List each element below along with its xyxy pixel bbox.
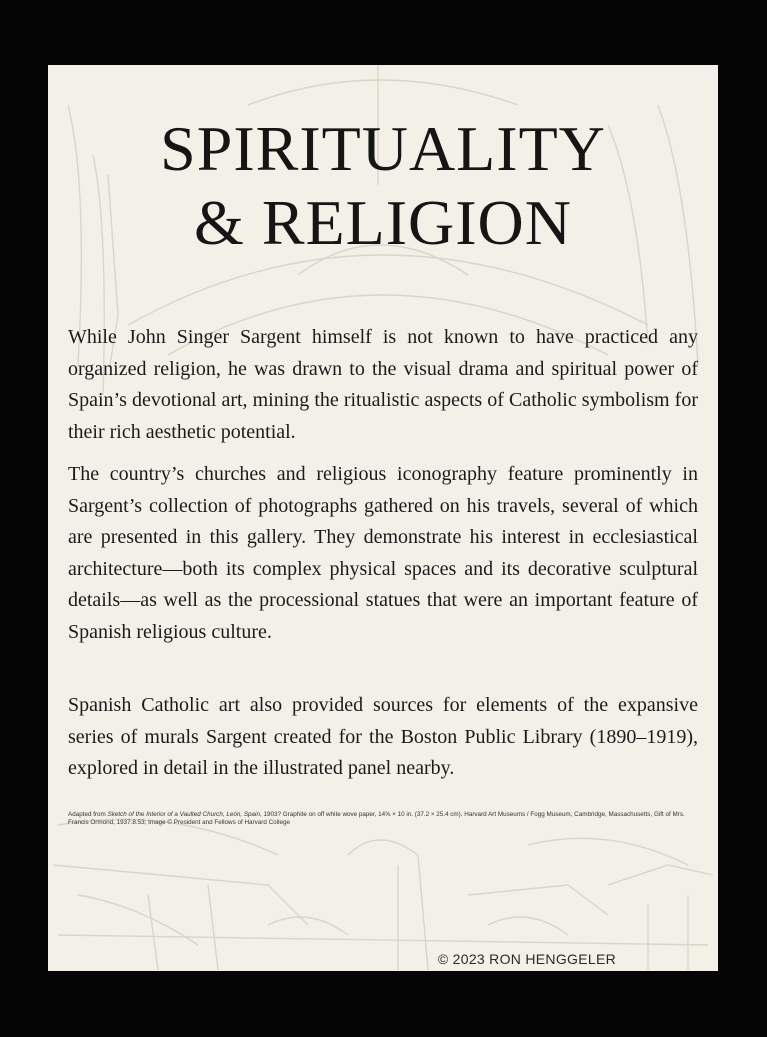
copyright-watermark: © 2023 RON HENGGELER: [437, 951, 616, 967]
credit-artwork-title: Sketch of the Interior of a Vaulted Church, León, Spain: [107, 811, 260, 818]
panel-title-line-1: SPIRITUALITY: [160, 113, 606, 184]
credit-details: , 1903? Graphite on off white wove paper, 14⅝ × 10 in. (37.2 × 25.4 cm). Harvard Art Museums / Fogg Museum, Cambridge, Massachusetts, Gift of Mrs. Francis Ormond, 1937.8.53; Image © President and Fellows of Harvard College: [68, 811, 685, 826]
body-paragraph-2: The country’s churches and religious iconography feature prominently in Sargent’s collection of photographs gathered on his travels, several of which are presented in this gallery. They demonstrate his interest in ecclesiastical architecture—both its complex physical spaces and its decorative sculptural details—as well as the processional statues that were an important feature of Spanish religious culture.: [68, 463, 698, 643]
wall-text-panel: [48, 65, 718, 971]
panel-title-line-2: & RELIGION: [194, 187, 572, 258]
image-credit: [68, 811, 698, 827]
body-paragraph-1: While John Singer Sargent himself is not known to have practiced any organized religion, he was drawn to the visual drama and spiritual power of Spain’s devotional art, mining the ritualistic aspects of Catholic symbolism for their rich aesthetic potential.: [68, 326, 698, 443]
body-paragraph-3: Spanish Catholic art also provided sources for elements of the expansive series of murals Sargent created for the Boston Public Library (1890–1919), explored in detail in the illustrated panel nearby.: [68, 694, 698, 779]
credit-prefix: Adapted from: [68, 811, 108, 818]
